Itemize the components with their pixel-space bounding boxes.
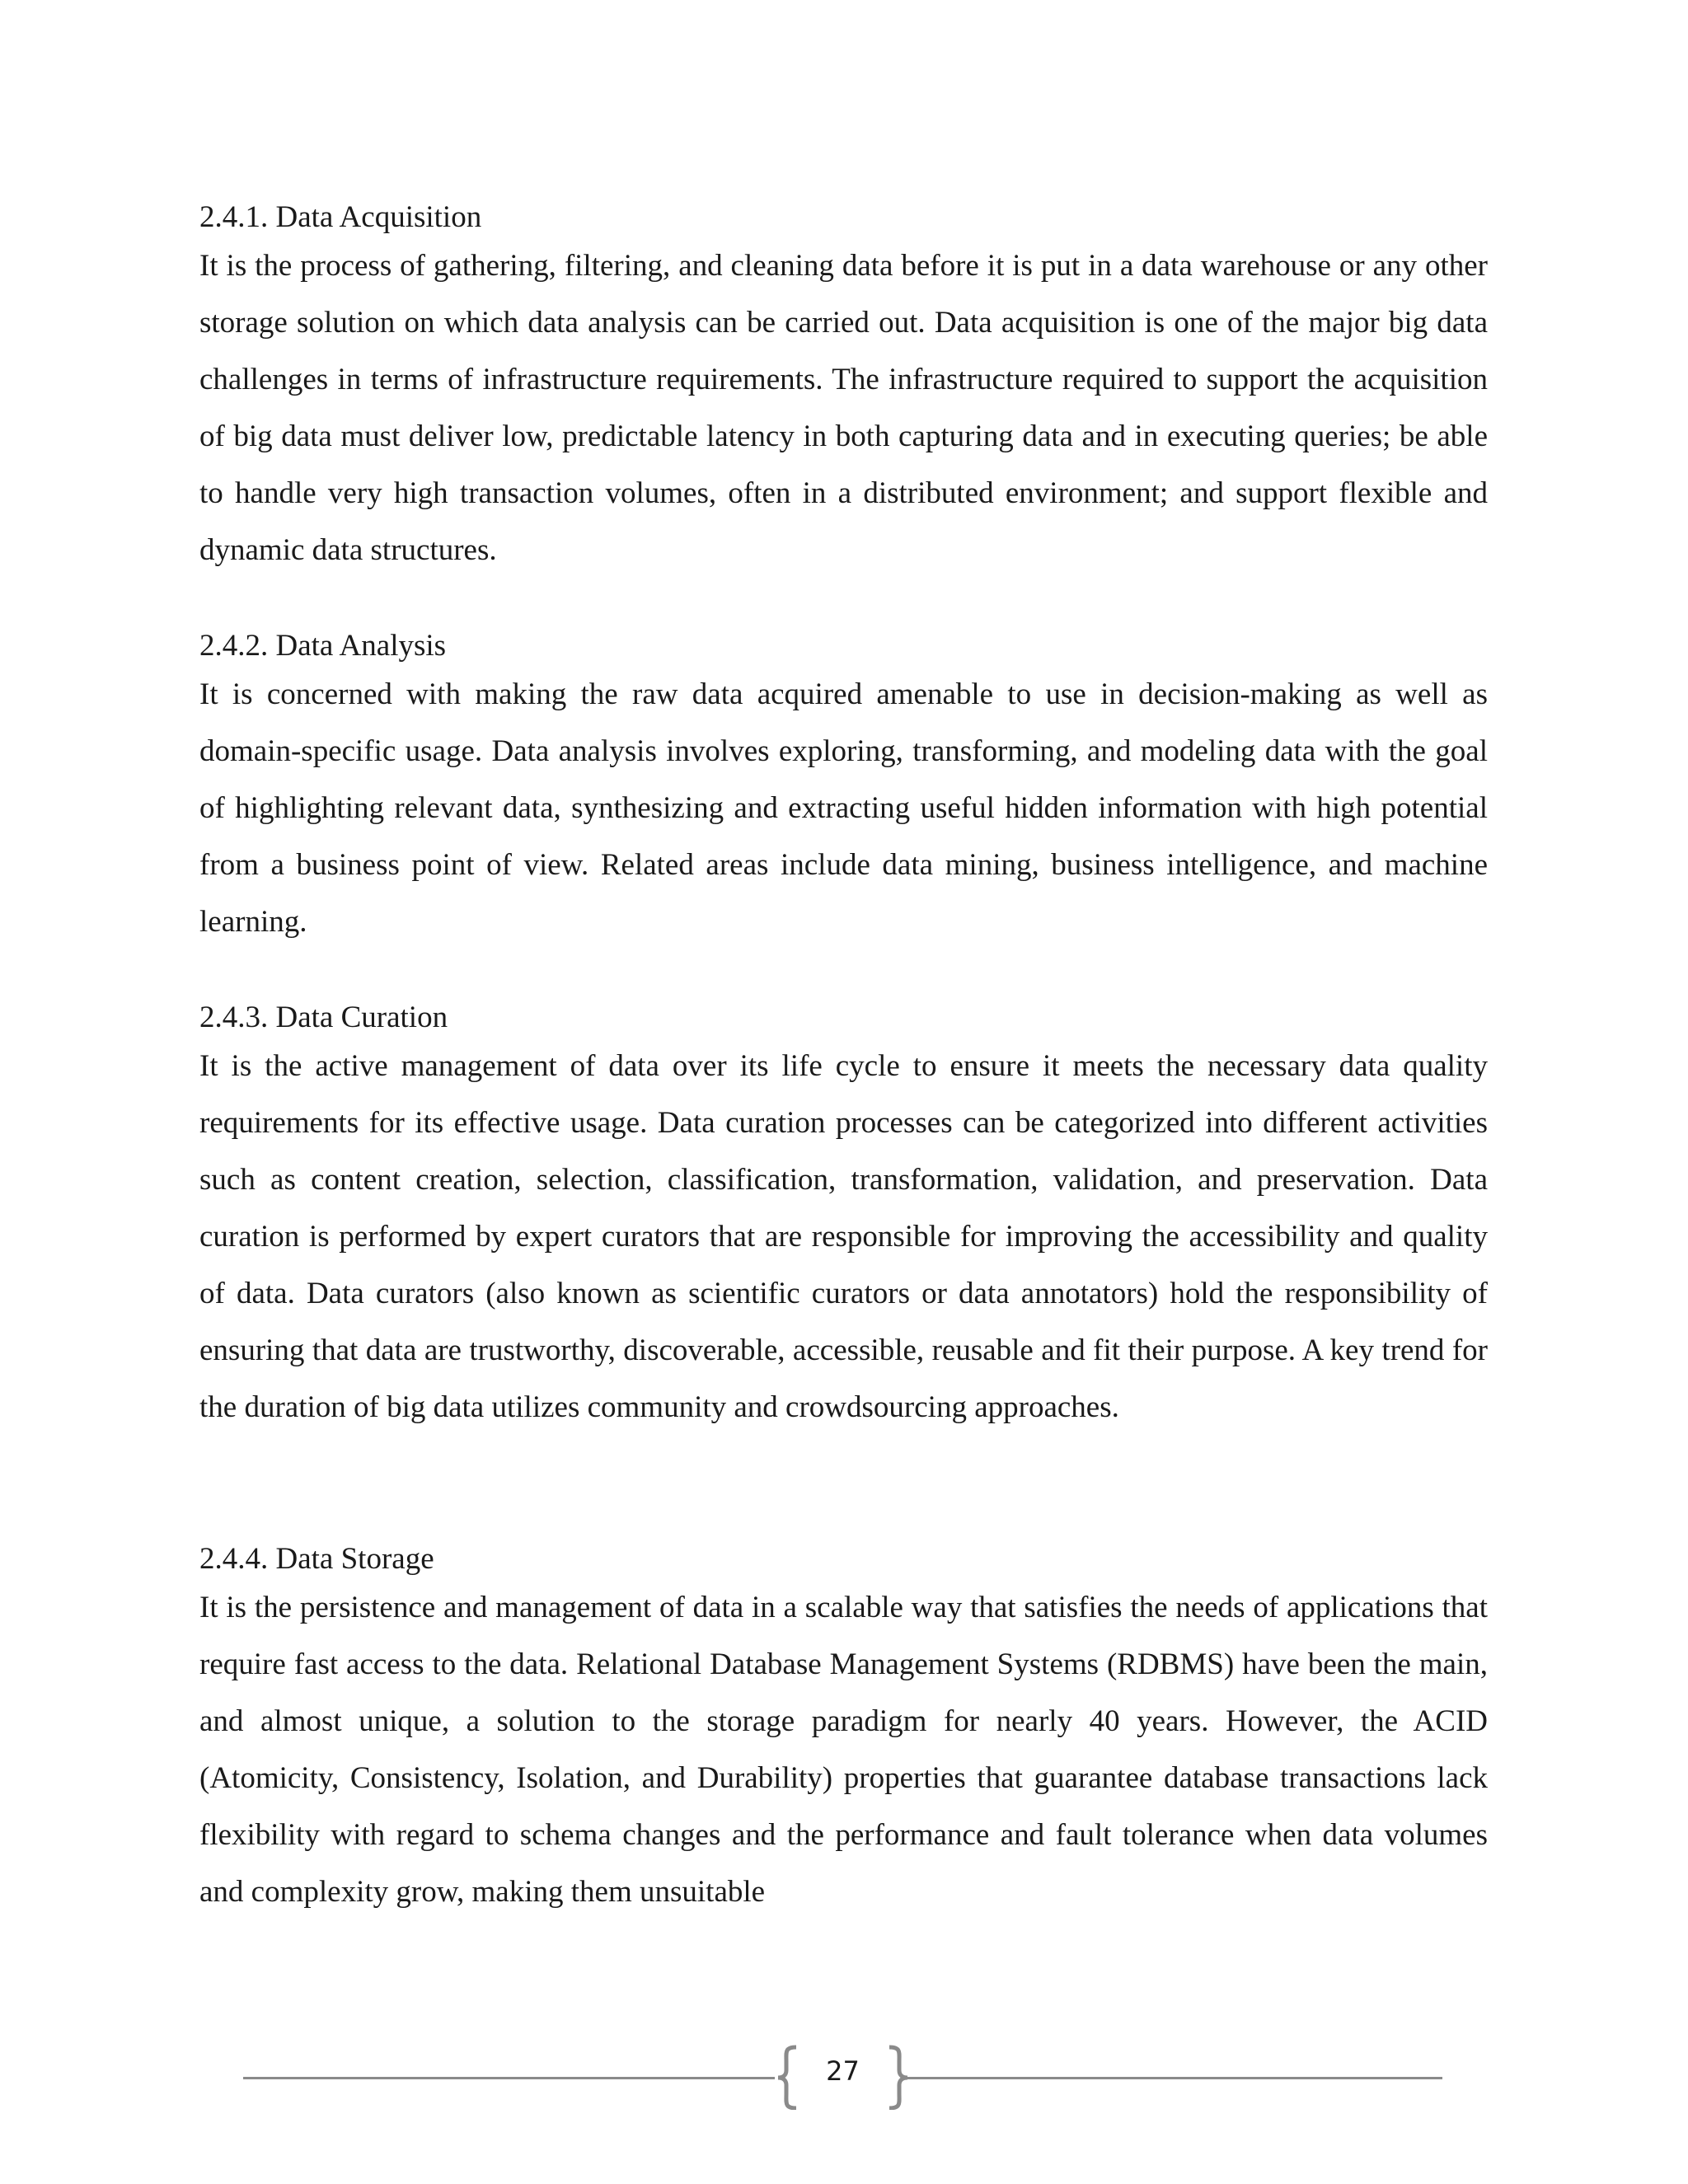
footer-rule-left [243,2077,775,2079]
section-data-curation [199,998,1488,1436]
section-heading: 2.4.3. Data Curation [199,1001,448,1034]
section-paragraph: It is the persistence and management of data in a scalable way that satisfies the needs of applications that require fast access to the data. Relational Database Management Systems (RDBMS) have been the main, and almost unique, a solution to the storage paradigm for nearly 40 years. However, the ACID (Atomicity, Consistency, Isolation, and Durability) properties that guarantee database transactions lack flexibility with regard to schema changes and the performance and fault tolerance when data volumes and complexity grow, making them unsuitable [199,1591,1488,1909]
page-footer [243,2044,1442,2110]
section-data-acquisition [199,198,1488,579]
section-data-analysis [199,626,1488,950]
section-heading: 2.4.4. Data Storage [199,1542,434,1576]
section-paragraph: It is concerned with making the raw data acquired amenable to use in decision-making as well as domain-specific usage. Data analysis involves exploring, transforming, and modeling data with the goal of highlighting relevant data, synthesizing and extracting useful hidden information with high potential from a business point of view. Related areas include data mining, business intelligence, and machine learning. [199,677,1488,939]
footer-rule-right [907,2077,1442,2079]
section-data-storage [199,1540,1488,1920]
section-heading: 2.4.2. Data Analysis [199,629,447,663]
section-heading: 2.4.1. Data Acquisition [199,200,482,234]
section-paragraph: It is the process of gathering, filtering, and cleaning data before it is put in a data warehouse or any other storage solution on which data analysis can be carried out. Data acquisition is one of the major big data challenges in terms of infrastructure requirements. The infrastructure required to support the acquisition of big data must deliver low, predictable latency in both capturing data and in executing queries; be able to handle very high transaction volumes, often in a distributed environment; and support flexible and dynamic data structures. [199,249,1488,567]
page-number: 27 [826,2055,860,2087]
section-paragraph: It is the active management of data over its life cycle to ensure it meets the necessary data quality requirements for its effective usage. Data curation processes can be categorized into different activities such as content creation, selection, classification, transformation, validation, and preservation. Data curation is performed by expert curators that are responsible for improving the accessibility and quality of data. Data curators (also known as scientific curators or data annotators) hold the responsibility of ensuring that data are trustworthy, discoverable, accessible, reusable and fit their purpose. A key trend for the duration of big data utilizes community and crowdsourcing approaches. [199,1049,1488,1424]
